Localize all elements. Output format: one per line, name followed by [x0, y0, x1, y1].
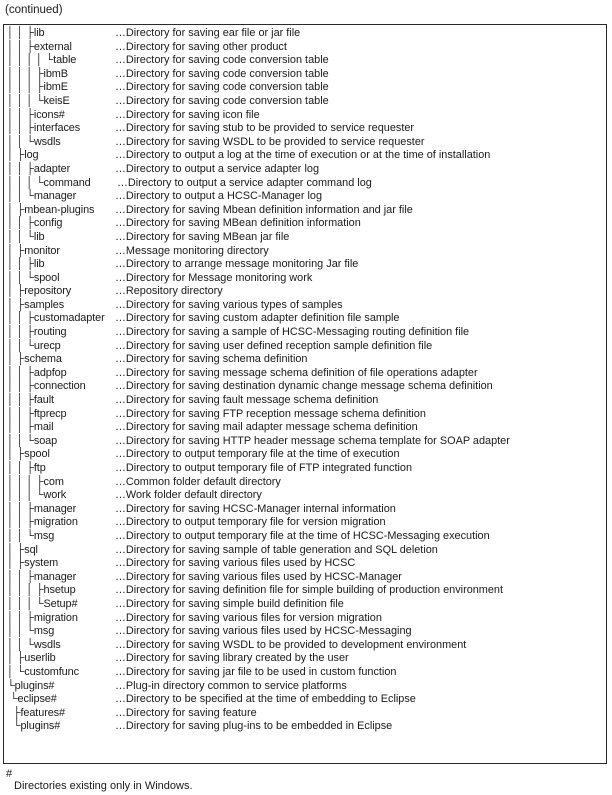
tree-row [7, 231, 606, 245]
directory-name: │ │ ├config [7, 217, 63, 230]
directory-description: …Repository directory [115, 285, 223, 298]
tree-row [7, 149, 606, 163]
directory-description: …Directory to output temporary file at the time of execution [115, 448, 400, 461]
tree-row [7, 652, 606, 666]
directory-description: …Directory for saving various files used by HCSC-Manager [115, 570, 402, 583]
directory-name: │ ├sql [7, 543, 38, 556]
tree-row [7, 41, 606, 55]
directory-description: …Directory to arrange message monitoring Jar file [115, 258, 359, 271]
tree-row [7, 394, 606, 408]
directory-description: …Directory for saving message schema definition of file operations adapter [115, 366, 478, 379]
directory-name: │ │ └spool [7, 271, 60, 284]
directory-name: │ │ ├connection [7, 380, 86, 393]
directory-name: └plugins# [7, 679, 55, 692]
directory-name: │ │ └wsdls [7, 638, 61, 651]
directory-description: …Directory to output temporary file of FTP integrated function [115, 462, 413, 474]
directory-description: …Directory for saving simple build definition file [115, 597, 344, 610]
directory-name: │ │ ├manager [7, 502, 77, 515]
directory-name: └plugins# [7, 720, 61, 733]
directory-description: …Directory for saving destination dynamic change message schema definition [115, 380, 493, 393]
tree-row [7, 54, 606, 68]
directory-description: …Directory for Message monitoring work [115, 271, 313, 284]
directory-name: │ │ ├ftp [7, 462, 46, 474]
tree-row [7, 68, 606, 82]
tree-row [7, 136, 606, 150]
directory-description: …Directory for saving icon file [115, 108, 260, 121]
directory-name: │ │ │ └Setup# [7, 597, 78, 610]
tree-row [7, 489, 606, 503]
tree-row [7, 448, 606, 462]
directory-name: │ │ │ ├com [7, 475, 64, 488]
directory-description: …Directory to output temporary file for version migration [115, 516, 386, 529]
directory-name: │ │ ├fault [7, 394, 54, 407]
tree-row [7, 544, 606, 558]
tree-row [7, 462, 606, 476]
tree-row [7, 272, 606, 286]
directory-name: │ │ ├adapter [7, 162, 71, 175]
tree-row [7, 693, 606, 707]
tree-row [7, 408, 606, 422]
footnote-mark: # [6, 768, 13, 780]
directory-name: │ ├repository [7, 285, 72, 298]
directory-description: …Directory for saving jar file to be used in custom function [115, 665, 397, 678]
tree-row [7, 204, 606, 218]
footnote-text: Directories existing only in Windows. [14, 780, 193, 792]
tree-row [7, 612, 606, 626]
directory-description: …Directory for saving MBean definition information [115, 217, 361, 230]
directory-description: …Directory for saving user defined reception sample definition file [115, 339, 433, 352]
directory-description: …Directory for saving MBean jar file [115, 230, 290, 243]
directory-name: │ │ │ │ └table [7, 54, 77, 67]
tree-row [7, 340, 606, 354]
directory-description: …Directory for saving other product [115, 40, 287, 53]
tree-row [7, 380, 606, 394]
directory-name: │ │ ├routing [7, 326, 67, 339]
tree-row [7, 503, 606, 517]
directory-name: │ └customfunc [7, 665, 79, 678]
directory-description: …Directory for saving various types of samples [115, 298, 343, 311]
tree-row [7, 720, 606, 734]
directory-name: │ │ └msg [7, 625, 55, 638]
directory-name: │ │ ├lib [7, 258, 45, 271]
tree-row [7, 367, 606, 381]
directory-name: │ │ └msg [7, 529, 55, 542]
tree-row [7, 516, 606, 530]
tree-row [7, 707, 606, 721]
directory-description: …Directory for saving custom adapter definition file sample [115, 312, 400, 325]
directory-name: │ │ │ └work [7, 489, 67, 502]
directory-name: │ │ └manager [7, 190, 77, 203]
tree-row [7, 571, 606, 585]
directory-name: │ ├spool [7, 448, 50, 461]
directory-description: …Directory for saving mail adapter message schema definition [115, 421, 418, 434]
directory-name: └eclipse# [7, 693, 57, 706]
directory-name: │ │ │ └command [7, 176, 91, 189]
directory-name: │ │ │ ├ibmB [7, 67, 68, 80]
tree-row [7, 639, 606, 653]
directory-name: │ │ ├customadapter [7, 312, 105, 325]
directory-name: ├features# [7, 706, 65, 719]
directory-name: │ │ │ └keisE [7, 94, 70, 107]
directory-name: │ │ ├adpfop [7, 366, 67, 379]
directory-description: …Directory for saving HCSC-Manager internal information [115, 502, 396, 515]
tree-row [7, 299, 606, 313]
directory-description: …Directory for saving HTTP header message schema template for SOAP adapter [115, 434, 510, 447]
directory-name: │ │ ├manager [7, 570, 77, 583]
directory-name: │ │ └wsdls [7, 135, 61, 148]
tree-row [7, 27, 606, 41]
tree-row [7, 680, 606, 694]
directory-name: │ │ ├mail [7, 421, 54, 434]
directory-name: │ ├mbean-plugins [7, 203, 95, 216]
tree-row [7, 584, 606, 598]
tree-row [7, 598, 606, 612]
directory-description: …Directory to output temporary file at the time of HCSC-Messaging execution [115, 529, 490, 542]
directory-description: …Directory for saving Mbean definition information and jar file [115, 203, 413, 216]
directory-description: …Directory for saving FTP reception message schema definition [115, 407, 426, 420]
directory-description: …Directory for saving fault message schema definition [115, 394, 379, 407]
directory-name: │ │ ├icons# [7, 108, 65, 121]
tree-row [7, 245, 606, 259]
directory-description: …Directory for saving ear file or jar file [115, 27, 301, 39]
directory-description: …Directory to be specified at the time of embedding to Eclipse [115, 693, 416, 706]
directory-name: │ ├samples [7, 298, 65, 311]
directory-description: …Directory for saving feature [115, 706, 257, 719]
directory-description: …Directory to output a HCSC-Manager log [115, 190, 323, 203]
directory-name: │ ├userlib [7, 652, 56, 665]
continued-label: (continued) [5, 4, 63, 16]
directory-name: │ │ │ ├ibmE [7, 81, 68, 94]
directory-description: …Directory for saving WSDL to be provided to service requester [115, 135, 425, 148]
directory-description: …Directory to output a service adapter command log [117, 176, 372, 189]
tree-row [7, 81, 606, 95]
directory-name: │ ├log [7, 149, 39, 162]
directory-tree-box [3, 24, 607, 764]
directory-description: …Directory for saving WSDL to be provided to development environment [115, 638, 467, 651]
tree-row [7, 95, 606, 109]
tree-row [7, 122, 606, 136]
tree-row [7, 353, 606, 367]
tree-row [7, 326, 606, 340]
directory-description: …Directory to output a service adapter log [115, 162, 319, 175]
tree-row [7, 530, 606, 544]
directory-name: │ ├monitor [7, 244, 60, 257]
directory-description: …Common folder default directory [115, 475, 281, 488]
tree-row [7, 312, 606, 326]
tree-row [7, 435, 606, 449]
directory-name: │ │ ├ftprecp [7, 407, 67, 420]
directory-description: …Directory for saving library created by the user [115, 652, 349, 665]
directory-name: │ │ └urecp [7, 339, 61, 352]
directory-description: …Directory for saving code conversion table [115, 81, 329, 94]
tree-row [7, 285, 606, 299]
directory-description: …Message monitoring directory [115, 244, 269, 257]
directory-name: │ │ ├migration [7, 516, 78, 529]
tree-row [7, 557, 606, 571]
directory-name: │ │ ├lib [7, 27, 45, 39]
directory-description: …Directory for saving stub to be provided to service requester [115, 122, 415, 135]
directory-name: │ │ ├interfaces [7, 122, 81, 135]
directory-description: …Plug-in directory common to service platforms [115, 679, 347, 692]
directory-description: …Directory for saving various files used by HCSC-Messaging [115, 625, 412, 638]
directory-tree-rows [7, 27, 606, 734]
tree-row [7, 476, 606, 490]
tree-row [7, 666, 606, 680]
tree-row [7, 109, 606, 123]
directory-name: │ │ └soap [7, 434, 58, 447]
tree-row [7, 163, 606, 177]
directory-name: │ │ │ ├hsetup [7, 584, 76, 597]
directory-name: │ │ └lib [7, 230, 45, 243]
directory-description: …Directory for saving sample of table generation and SQL deletion [115, 543, 438, 556]
directory-name: │ ├schema [7, 353, 62, 366]
directory-description: …Directory for saving definition file for simple building of production environment [115, 584, 504, 597]
directory-description: …Directory for saving code conversion table [115, 54, 329, 67]
directory-name: │ ├system [7, 557, 59, 570]
directory-description: …Directory for saving code conversion table [115, 67, 329, 80]
directory-description: …Directory for saving various files for version migration [115, 611, 382, 624]
tree-row [7, 177, 606, 191]
tree-row [7, 421, 606, 435]
directory-description: …Directory for saving a sample of HCSC-Messaging routing definition file [115, 326, 470, 339]
directory-description: …Directory for saving plug-ins to be embedded in Eclipse [115, 720, 393, 733]
directory-description: …Directory for saving schema definition [115, 353, 308, 366]
directory-description: …Directory to output a log at the time of execution or at the time of installation [115, 149, 491, 162]
directory-description: …Directory for saving various files used by HCSC [115, 557, 356, 570]
tree-row [7, 217, 606, 231]
directory-description: …Directory for saving code conversion table [115, 94, 329, 107]
tree-row [7, 625, 606, 639]
directory-name: │ │ ├migration [7, 611, 78, 624]
tree-row [7, 258, 606, 272]
directory-name: │ │ ├external [7, 40, 72, 53]
directory-description: …Work folder default directory [115, 489, 262, 502]
tree-row [7, 190, 606, 204]
